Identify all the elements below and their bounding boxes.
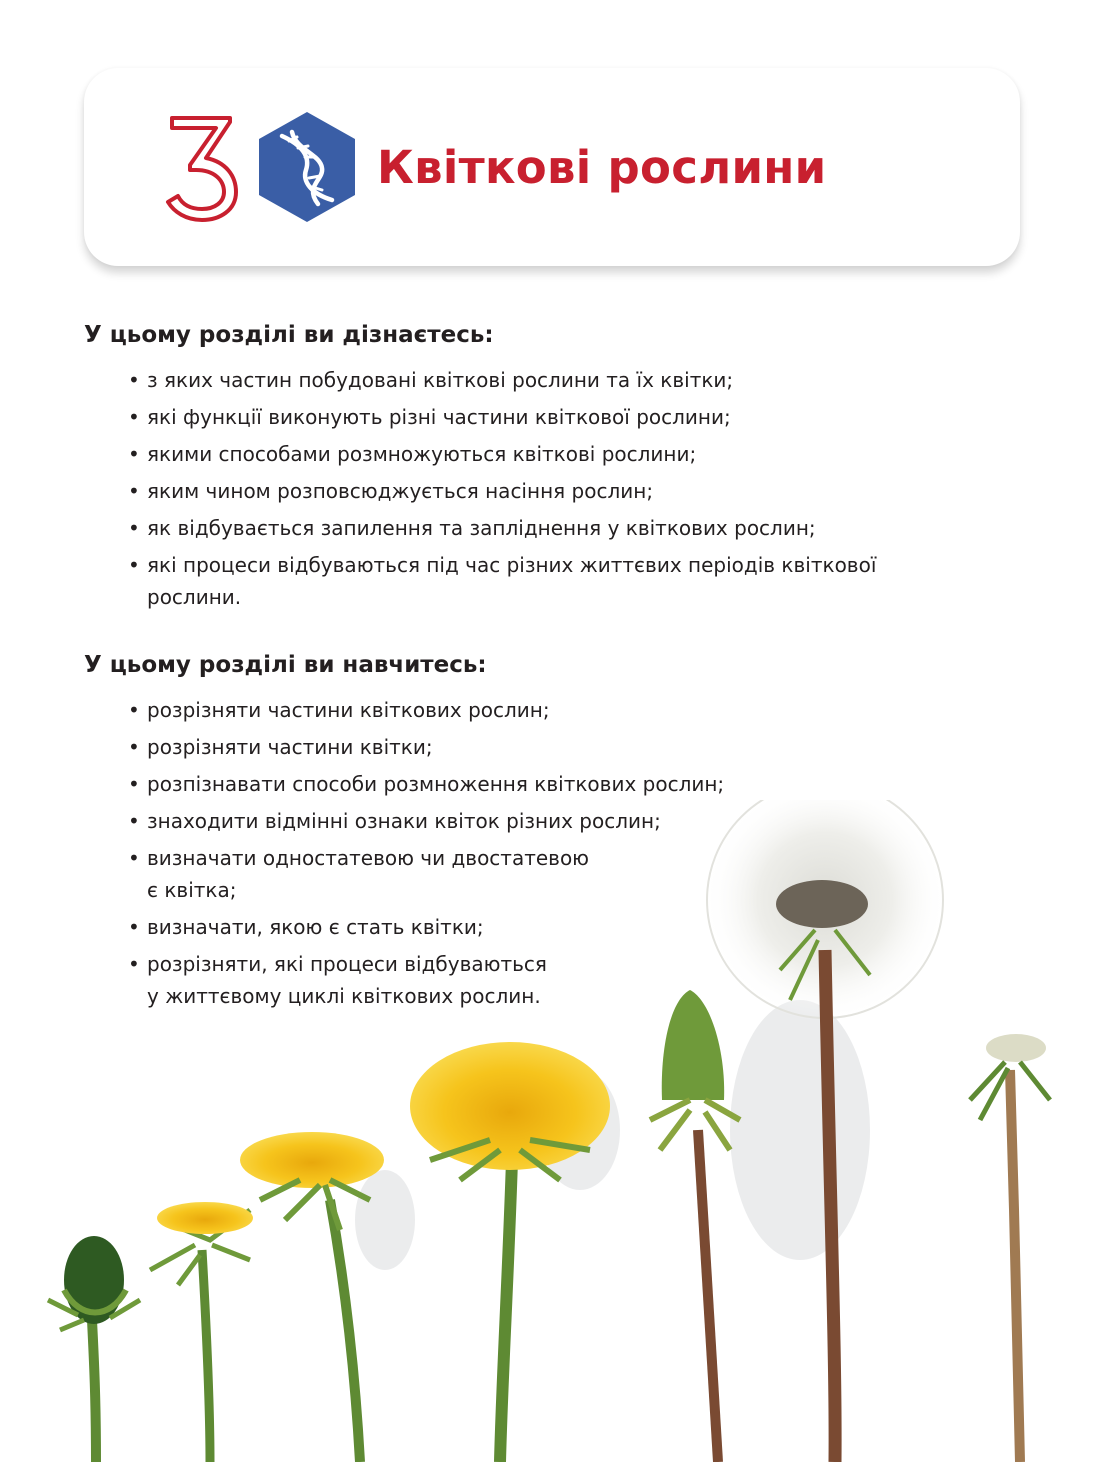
full-flower-plant [410, 1042, 610, 1462]
list-item: • визначати, якою є стать квітки; [128, 911, 724, 943]
list-item: • розрізняти частини квітки; [128, 731, 724, 763]
dna-icon [256, 110, 358, 224]
learn-list [128, 364, 876, 618]
list-item: • з яких частин побудовані квіткові рослини та їх квітки; [128, 364, 876, 396]
list-item: • яким чином розповсюджується насіння рослин; [128, 475, 876, 507]
chapter-title: Квіткові рослини [377, 141, 827, 194]
list-item: • знаходити відмінні ознаки квіток різних рослин; [128, 805, 724, 837]
dandelion-illustration [0, 800, 1105, 1462]
list-item: • розпізнавати способи розмноження квіткових рослин; [128, 768, 724, 800]
bare-receptacle-plant [970, 1034, 1050, 1462]
learn-heading: У цьому розділі ви дізнаєтесь: [84, 322, 494, 348]
closed-after-bloom-plant [650, 990, 740, 1462]
small-flower-plant [150, 1202, 253, 1462]
list-item: • визначати одностатевою чи двостатевою є квітка; [128, 842, 724, 906]
opening-flower-plant [240, 1132, 384, 1462]
closed-bud-plant [48, 1236, 140, 1462]
list-item: • як відбувається запилення та запліднення у квіткових рослин; [128, 512, 876, 544]
list-item: • які процеси відбуваються під час різних життєвих періодів квіткової рослини. [128, 549, 876, 613]
skills-heading: У цьому розділі ви навчитесь: [84, 652, 487, 678]
list-item: • які функції виконують різні частини квіткової рослини; [128, 401, 876, 433]
list-item: • якими способами розмножуються квіткові рослини; [128, 438, 876, 470]
list-item: • розрізняти частини квіткових рослин; [128, 694, 724, 726]
list-item: • розрізняти, які процеси відбуваються у життєвому циклі квіткових рослин. [128, 948, 724, 1012]
chapter-number [160, 110, 244, 226]
